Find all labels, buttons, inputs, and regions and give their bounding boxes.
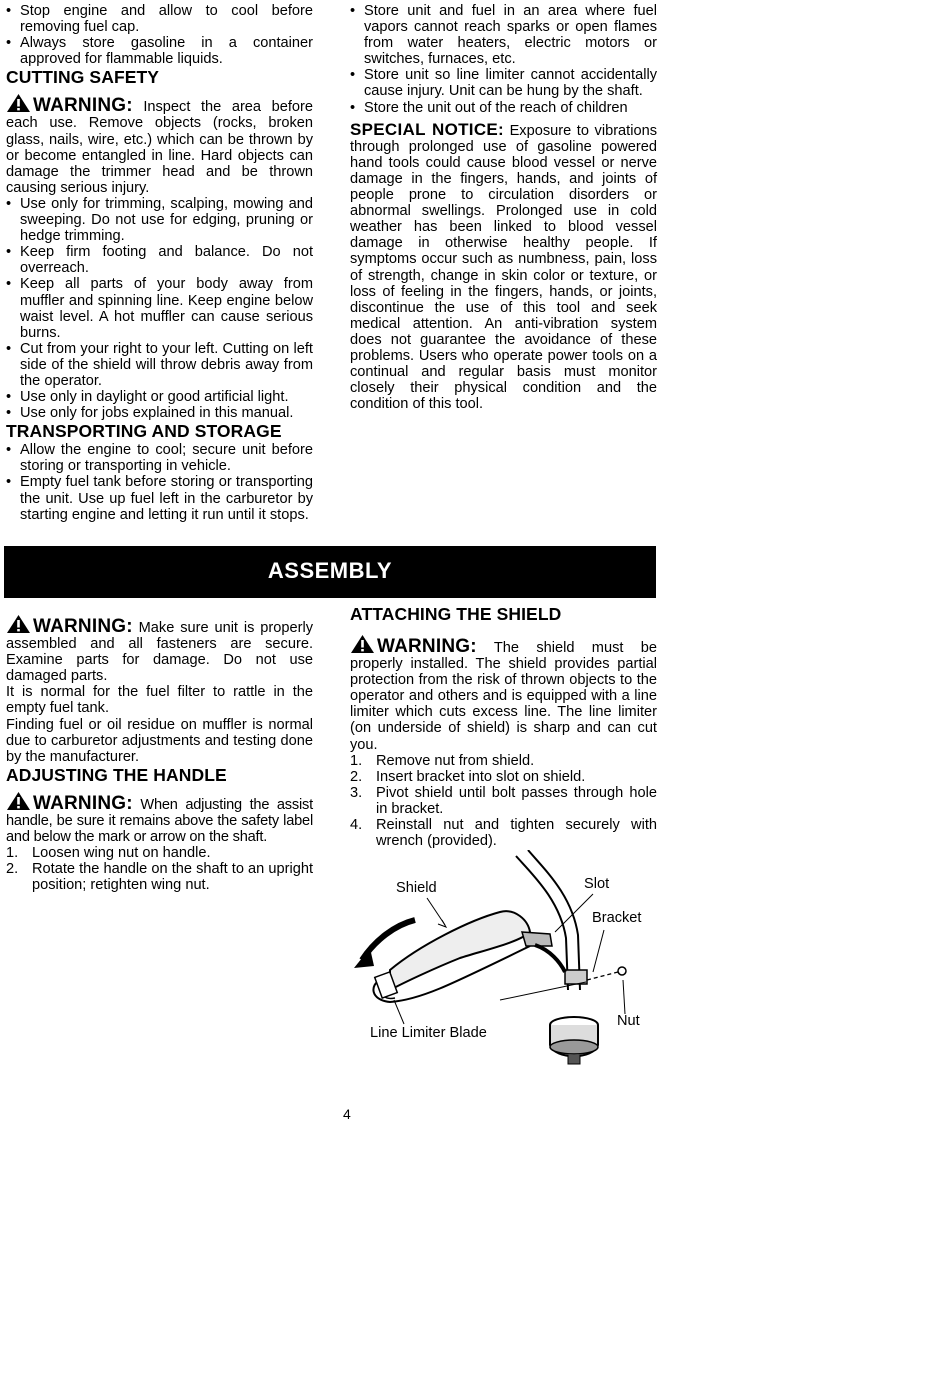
label-nut: Nut xyxy=(617,1013,640,1029)
warning-label: WARNING: xyxy=(33,95,133,117)
muffler-residue-note: Finding fuel or oil residue on muffler is normal due to carburetor adjustments and testing done by the manufacturer. xyxy=(6,716,313,765)
warning-triangle-icon xyxy=(6,93,31,113)
list-item: 1. Loosen wing nut on handle. xyxy=(6,845,313,861)
top-left-column xyxy=(6,3,313,523)
warning-text: When adjusting the assist handle, be sure it remains above the safety label and below the mark or arrow on the shaft. xyxy=(6,796,313,846)
cutting-safety-bullet-list xyxy=(6,196,313,421)
page-number: 4 xyxy=(343,1106,351,1122)
list-item: 2. Insert bracket into slot on shield. xyxy=(350,769,657,785)
list-item: • Store the unit out of the reach of children xyxy=(350,100,657,116)
fuel-bullet-list xyxy=(6,3,313,67)
list-item: 1. Remove nut from shield. xyxy=(350,753,657,769)
bottom-right-column xyxy=(350,604,657,849)
warning-label: WARNING: xyxy=(377,636,477,657)
list-item: 4. Reinstall nut and tighten securely with wrench (provided). xyxy=(350,817,657,849)
handle-steps-list xyxy=(6,845,313,893)
warning-text: The shield must be properly installed. The shield provides partial protection from the risk of thrown objects to the operator and others and is equipped with a line limiter which cuts excess line. The line limiter (on underside of shield) is sharp and can cut you. xyxy=(350,640,657,753)
label-bracket: Bracket xyxy=(592,910,642,926)
list-item: • Keep all parts of your body away from muffler and spinning line. Keep engine below waist level. A hot muffler can cause serious burns. xyxy=(6,276,313,340)
list-item: • Empty fuel tank before storing or transporting the unit. Use up fuel left in the carburetor by starting engine and letting it run until it stops. xyxy=(6,474,313,522)
cutting-safety-heading: CUTTING SAFETY xyxy=(6,67,160,88)
list-item: 3. Pivot shield until bolt passes through hole in bracket. xyxy=(350,785,657,817)
list-item: • Use only for jobs explained in this manual. xyxy=(6,405,313,421)
special-notice-label: SPECIAL NOTICE: xyxy=(350,119,504,139)
section-title: ASSEMBLY xyxy=(267,558,393,583)
label-slot: Slot xyxy=(584,876,610,892)
cutting-safety-warning xyxy=(6,93,313,196)
list-item: • Allow the engine to cool; secure unit before storing or transporting in vehicle. xyxy=(6,442,313,474)
list-item: • Use only for trimming, scalping, mowing and sweeping. Do not use for edging, pruning or hedge trimming. xyxy=(6,196,313,244)
list-item: • Use only in daylight or good artificial light. xyxy=(6,389,313,405)
shield-warning xyxy=(350,634,657,753)
warning-triangle-icon xyxy=(6,614,31,634)
list-item: • Always store gasoline in a container approved for flammable liquids. xyxy=(6,35,313,67)
list-item: • Cut from your right to your left. Cutting on left side of the shield will throw debris away from the operator. xyxy=(6,341,313,389)
list-item: • Store unit and fuel in an area where fuel vapors cannot reach sparks or open flames from water heaters, electric motors or switches, furnaces, etc. xyxy=(350,3,657,67)
list-item: • Keep firm footing and balance. Do not overreach. xyxy=(6,244,313,276)
warning-text: Inspect the area before each use. Remove objects (rocks, broken glass, nails, wire, etc.) which can be thrown by or become entangled in line. Hard objects can damage the trimmer head and be thrown causing serious injury. xyxy=(6,99,313,196)
top-right-column xyxy=(350,3,657,412)
shield-assembly-figure xyxy=(350,850,660,1075)
handle-warning xyxy=(6,791,313,845)
warning-label: WARNING: xyxy=(33,792,133,814)
adjusting-handle-heading: ADJUSTING THE HANDLE xyxy=(6,764,227,785)
label-line-limiter-blade: Line Limiter Blade xyxy=(370,1025,487,1041)
warning-triangle-icon xyxy=(6,791,31,811)
special-notice-text: Exposure to vibrations through prolonged use of gasoline powered hand tools could cause blood vessel or nerve damage in the fingers, hands, and joints of people prone to circulation disorders or abnormal swellings. Prolonged use in cold weather has been linked to blood vessel damage in otherwise healthy people. If symptoms occur such as numbness, pain, loss of strength, change in skin color or texture, or loss of feeling in the fingers, hands, or joints, discontinue the use of this tool and seek medical attention. An anti-vibration system does not guarantee the avoidance of these problems. Users who operate power tools on a continual and regular basis must monitor closely their physical condition and the condition of this tool. xyxy=(350,122,657,413)
warning-text: Make sure unit is properly assembled and all fasteners are secure. Examine parts for damage. Do not use damaged parts. xyxy=(6,620,313,685)
transport-bullet-list xyxy=(6,442,313,522)
bottom-left-column xyxy=(6,614,313,893)
list-item: 2. Rotate the handle on the shaft to an upright position; retighten wing nut. xyxy=(6,861,313,893)
warning-triangle-icon xyxy=(350,634,375,654)
fuel-filter-note: It is normal for the fuel filter to rattle in the empty fuel tank. xyxy=(6,684,313,717)
assembly-warning xyxy=(6,614,313,684)
list-item: • Stop engine and allow to cool before removing fuel cap. xyxy=(6,3,313,35)
assembly-banner xyxy=(4,546,656,598)
special-notice xyxy=(350,119,657,413)
list-item: • Store unit so line limiter cannot accidentally cause injury. Unit can be hung by the shaft. xyxy=(350,67,657,99)
transport-storage-heading: TRANSPORTING AND STORAGE xyxy=(6,421,282,442)
storage-bullet-list xyxy=(350,3,657,116)
label-shield: Shield xyxy=(396,880,437,896)
shield-steps-list xyxy=(350,753,657,850)
attaching-shield-heading: ATTACHING THE SHIELD xyxy=(350,604,562,624)
warning-label: WARNING: xyxy=(33,616,133,637)
